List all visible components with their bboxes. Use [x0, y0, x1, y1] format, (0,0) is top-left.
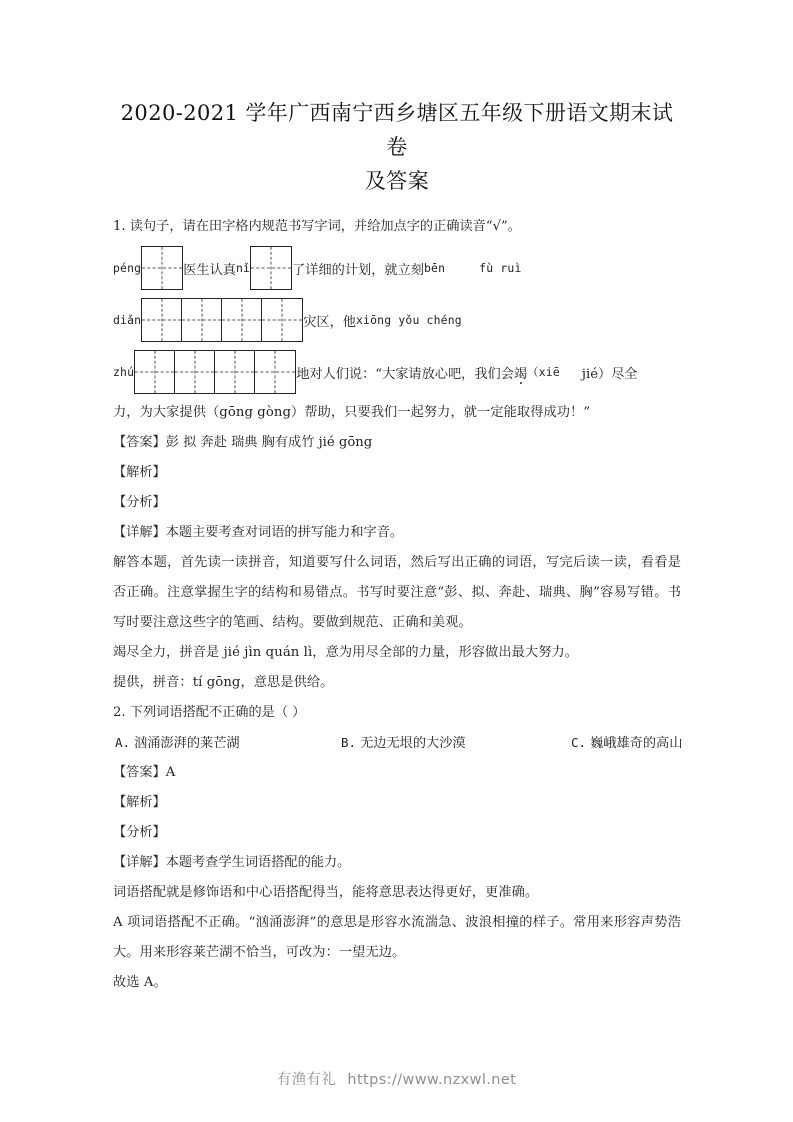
question-1-stem: 1. 读句子，请在田字格内规范书写字词，并给加点字的正确读音“√”。: [113, 219, 521, 234]
question-1-write-line-4: 力，为大家提供（gōng gòng）帮助，只要我们一起努力，就一定能取得成功！”: [113, 405, 591, 420]
tianzige-cell[interactable]: [262, 299, 302, 341]
question-2-explain-p2: A 项词语搭配不正确。“汹涌澎湃”的意思是形容水流湍急、波浪相撞的样子。常用来形容声势浩大。用来形容莱芒湖不恰当，可改为：一望无边。: [113, 915, 681, 960]
pinyin-ni: nǐ: [235, 261, 251, 275]
tianzige-cell[interactable]: [251, 247, 291, 289]
footer-brand: 有渔有礼: [276, 1072, 337, 1088]
footer-watermark: [0, 1068, 793, 1089]
question-2-xiangjie: 【详解】本题考查学生词语搭配的能力。: [113, 855, 351, 870]
page-title-line-2: 及答案: [364, 169, 430, 193]
option-a-label: A.: [115, 735, 130, 750]
page-title: [113, 96, 681, 198]
tianzige-grid-1[interactable]: [141, 246, 183, 290]
line-3-text-a: 地对人们说：“大家请放心吧，我们会: [296, 366, 514, 382]
question-2-fenxi-label: 【分析】: [113, 825, 166, 840]
question-1-write-line-2: [113, 294, 681, 346]
tianzige-cell[interactable]: [215, 351, 255, 393]
pinyin-dian: diǎn: [113, 313, 142, 327]
tianzige-grid-3[interactable]: [141, 298, 303, 342]
option-b[interactable]: [341, 728, 466, 759]
question-1-answer: 【答案】彭 拟 奔赴 瑞典 胸有成竹 jié gōng: [113, 435, 373, 450]
question-1-fenxi-label: 【分析】: [113, 495, 166, 510]
option-c-text: 巍峨雄奇的高山: [590, 736, 683, 751]
pinyin-xiong-you-cheng: xiōng yǒu chéng: [355, 313, 462, 327]
line-2-text-1: 灾区，他: [303, 314, 356, 330]
question-1-jiexi-label: 【解析】: [113, 465, 166, 480]
option-a[interactable]: [115, 728, 240, 759]
line-3-text-b: （xiē: [527, 365, 560, 379]
pinyin-peng: péng: [113, 261, 142, 275]
page-title-line-1: 2020-2021 学年广西南宁西乡塘区五年级下册语文期末试卷: [120, 101, 674, 159]
pinyin-zhu: zhú: [113, 365, 135, 379]
tianzige-cell[interactable]: [142, 299, 182, 341]
tianzige-cell[interactable]: [182, 299, 222, 341]
question-1-explain-p1: 解答本题，首先读一读拼音，知道要写什么词语，然后写出正确的词语，写完后读一读，看看是否正确。注意掌握生字的结构和易错点。书写时要注意“彭、拟、奔赴、瑞典、胸”容易写错。书写时要注意这些字的笔画、结构。要做到规范、正确和美观。: [113, 555, 681, 630]
question-2-answer: 【答案】A: [113, 765, 176, 780]
question-1-write-line-1: [113, 242, 681, 294]
tianzige-grid-2[interactable]: [250, 246, 292, 290]
document-content: [113, 96, 681, 998]
question-2-explain-p3: 故选 A。: [113, 975, 167, 990]
question-1-explain-p2: 竭尽全力，拼音是 jié jìn quán lì，意为用尽全部的力量，形容做出最大努力。: [113, 645, 579, 660]
tianzige-grid-4[interactable]: [134, 350, 296, 394]
option-c-label: C.: [571, 735, 586, 750]
tianzige-cell[interactable]: [135, 351, 175, 393]
question-2-options: [113, 728, 681, 758]
pinyin-ben: bēn: [423, 261, 446, 275]
question-2-stem: 2. 下列词语搭配不正确的是（ ）: [113, 705, 306, 720]
dotted-char-jie: 竭: [514, 363, 527, 382]
tianzige-cell[interactable]: [255, 351, 295, 393]
question-1-xiangjie: 【详解】本题主要考查对词语的拼写能力和字音。: [113, 525, 404, 540]
option-c[interactable]: [571, 728, 682, 759]
tianzige-cell[interactable]: [222, 299, 262, 341]
line-3-text-c: jié）尽全: [581, 366, 638, 382]
pinyin-fu-rui: fù ruì: [479, 261, 522, 275]
option-b-label: B.: [341, 735, 356, 750]
question-2-jiexi-label: 【解析】: [113, 795, 166, 810]
line-1-text-1: 医生认真: [183, 262, 236, 278]
tianzige-cell[interactable]: [175, 351, 215, 393]
question-2-explain-p1: 词语搭配就是修饰语和中心语搭配得当，能将意思表达得更好，更准确。: [113, 885, 539, 900]
footer-url: https://www.nzxwl.net: [347, 1072, 517, 1088]
question-1-write-line-3: [113, 346, 681, 398]
option-a-text: 汹涌澎湃的莱芒湖: [134, 736, 240, 751]
line-1-text-2: 了详细的计划，就立刻: [292, 262, 424, 278]
question-1-explain-p3: 提供，拼音：tí gōng，意思是供给。: [113, 675, 334, 690]
option-b-text: 无边无垠的大沙漠: [360, 736, 466, 751]
tianzige-cell[interactable]: [142, 247, 182, 289]
